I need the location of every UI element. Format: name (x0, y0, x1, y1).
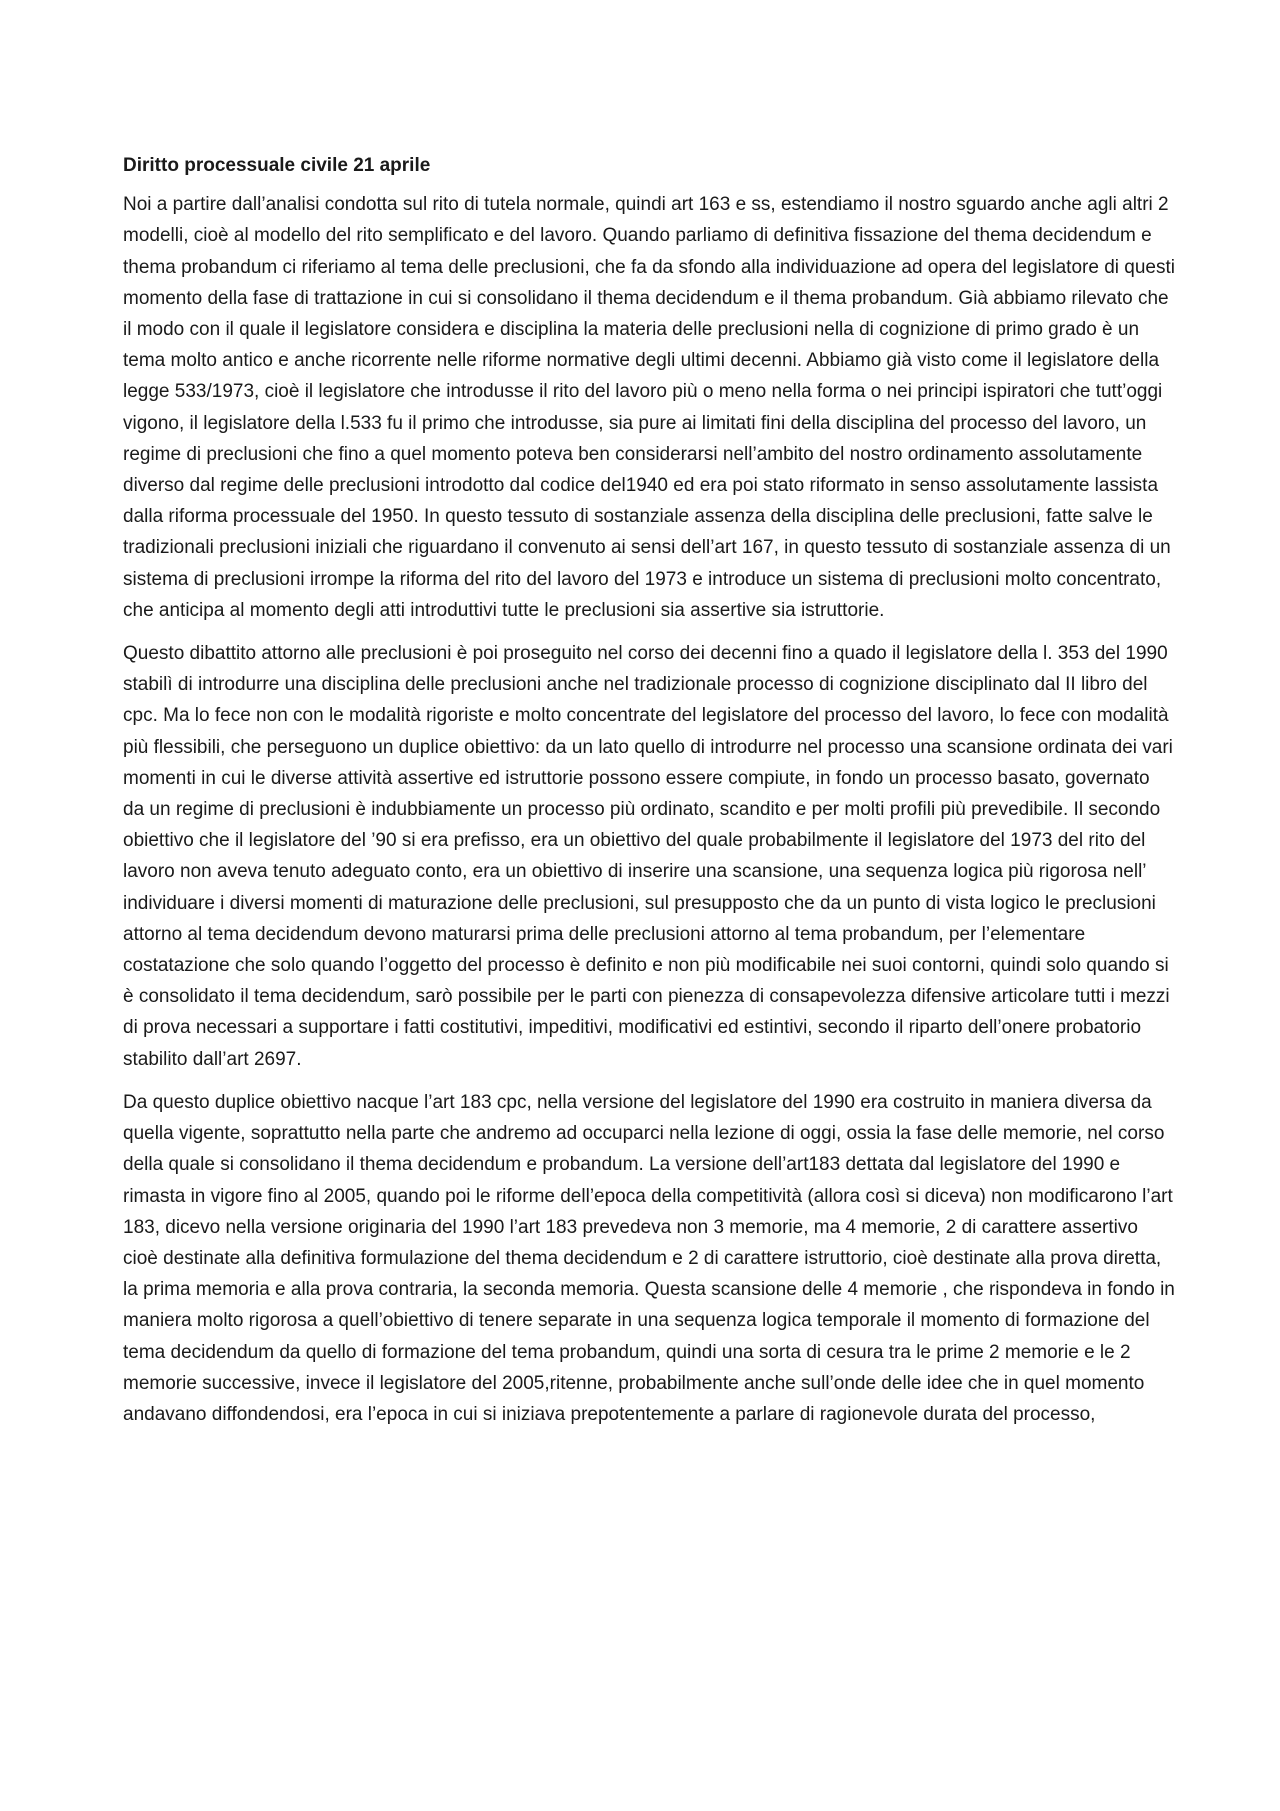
document-page (123, 150, 1175, 1442)
paragraph-3: Da questo duplice obiettivo nacque l’art 183 cpc, nella versione del legislatore del 1990 era costruito in maniera diversa da quella vigente, soprattutto nella parte che andremo ad occuparci nella lezione di oggi, ossia la fase delle memorie, nel corso della quale si consolidano il thema decidendum e probandum. La versione dell’art183 dettata dal legislatore del 1990 e rimasta in vigore fino al 2005, quando poi le riforme dell’epoca della competitività (allora così si diceva) non modificarono l’art 183, dicevo nella versione originaria del 1990 l’art 183 prevedeva non 3 memorie, ma 4 memorie, 2 di carattere assertivo cioè destinate alla definitiva formulazione del thema decidendum e 2 di carattere istruttorio, cioè destinate alla prova diretta, la prima memoria e alla prova contraria, la seconda memoria. Questa scansione delle 4 memorie , che rispondeva in fondo in maniera molto rigorosa a quell’obiettivo di tenere separate in una sequenza logica temporale il momento di formazione del tema decidendum da quello di formazione del tema probandum, quindi una sorta di cesura tra le prime 2 memorie e le 2 memorie successive, invece il legislatore del 2005,ritenne, probabilmente anche sull’onde delle idee che in quel momento andavano diffondendosi, era l’epoca in cui si iniziava prepotentemente a parlare di ragionevole durata del processo, (123, 1091, 1175, 1425)
paragraph-1: Noi a partire dall’analisi condotta sul rito di tutela normale, quindi art 163 e ss, estendiamo il nostro sguardo anche agli altri 2 modelli, cioè al modello del rito semplificato e del lavoro. Quando parliamo di definitiva fissazione del thema decidendum e thema probandum ci riferiamo al tema delle preclusioni, che fa da sfondo alla individuazione ad opera del legislatore di questi momento della fase di trattazione in cui si consolidano il thema decidendum e il thema probandum. Già abbiamo rilevato che il modo con il quale il legislatore considera e disciplina la materia delle preclusioni nella di cognizione di primo grado è un tema molto antico e anche ricorrente nelle riforme normative degli ultimi decenni. Abbiamo già visto come il legislatore della legge 533/1973, cioè il legislatore che introdusse il rito del lavoro più o meno nella forma o nei principi ispiratori che tutt’oggi vigono, il legislatore della l.533 fu il primo che introdusse, sia pure ai limitati fini della disciplina del processo del lavoro, un regime di preclusioni che fino a quel momento poteva ben considerarsi nell’ambito del nostro ordinamento assolutamente diverso dal regime delle preclusioni introdotto dal codice del1940 ed era poi stato riformato in senso assolutamente lassista dalla riforma processuale del 1950. In questo tessuto di sostanziale assenza della disciplina delle preclusioni, fatte salve le tradizionali preclusioni iniziali che riguardano il convenuto ai sensi dell’art 167, in questo tessuto di sostanziale assenza di un sistema di preclusioni irrompe la riforma del rito del lavoro del 1973 e introduce un sistema di preclusioni molto concentrato, che anticipa al momento degli atti introduttivi tutte le preclusioni sia assertive sia istruttorie. (123, 194, 1175, 621)
paragraph-2: Questo dibattito attorno alle preclusioni è poi proseguito nel corso dei decenni fino a quado il legislatore della l. 353 del 1990 stabilì di introdurre una disciplina delle preclusioni anche nel tradizionale processo di cognizione disciplinato dal II libro del cpc. Ma lo fece non con le modalità rigoriste e molto concentrate del legislatore del processo del lavoro, lo fece con modalità più flessibili, che perseguono un duplice obiettivo: da un lato quello di introdurre nel processo una scansione ordinata dei vari momenti in cui le diverse attività assertive ed istruttorie possono essere compiute, in fondo un processo basato, governato da un regime di preclusioni è indubbiamente un processo più ordinato, scandito e per molti profili più prevedibile. Il secondo obiettivo che il legislatore del ’90 si era prefisso, era un obiettivo del quale probabilmente il legislatore del 1973 del rito del lavoro non aveva tenuto adeguato conto, era un obiettivo di inserire una scansione, una sequenza logica più rigorosa nell’ individuare i diversi momenti di maturazione delle preclusioni, sul presupposto che da un punto di vista logico le preclusioni attorno al tema decidendum devono maturarsi prima delle preclusioni attorno al tema probandum, per l’elementare costatazione che solo quando l’oggetto del processo è definito e non più modificabile nei suoi contorni, quindi solo quando si è consolidato il tema decidendum, sarò possibile per le parti con pienezza di consapevolezza difensive articolare tutti i mezzi di prova necessari a supportare i fatti costitutivi, impeditivi, modificativi ed estintivi, secondo il riparto dell’onere probatorio stabilito dall’art 2697. (123, 643, 1173, 1070)
document-title: Diritto processuale civile 21 aprile (123, 155, 431, 176)
